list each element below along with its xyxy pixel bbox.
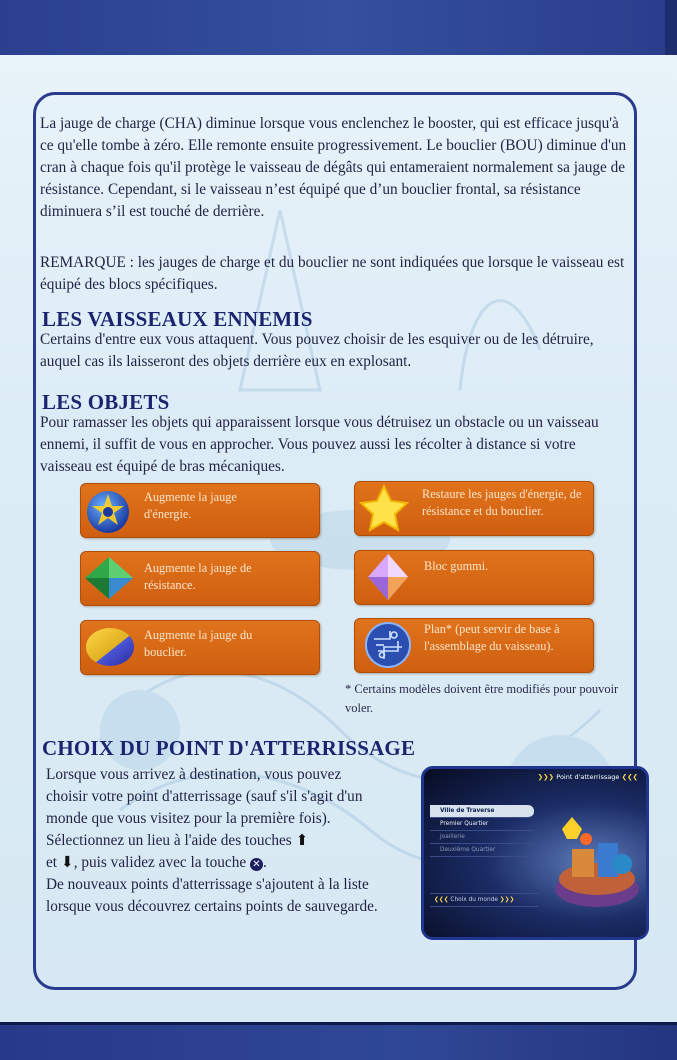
landing-text-a: Lorsque vous arrivez à destination, vous pouvez choisir votre point d'atterrissage (sauf s'il s'agit d'un monde que vous visitez pour la première fois). Sélectionnez un lieu à l'aide des touches xyxy=(46,766,363,849)
objects-paragraph: Pour ramasser les objets qui apparaissent lorsque vous détruisez un obstacle ou un vaisseau ennemi, il suffit de vous en approcher. Vous pouvez aussi les récolter à distance si votre vaisseau est équipé de bras mécaniques. xyxy=(40,414,599,475)
landing-text-b: , puis validez avec la touche xyxy=(73,854,247,871)
enemies-heading: LES VAISSEAUX ENNEMIS xyxy=(42,307,313,331)
blueprint-icon xyxy=(364,621,412,669)
menu-item[interactable]: Joaillerie xyxy=(430,831,534,844)
intro-paragraph-1: La jauge de charge (CHA) diminue lorsque vous enclenchez le booster, qui est efficace jusqu'à ce qu'elle tombe à zéro. Elle remonte ensuite progressivement. Le bouclier (BOU) diminue d'un cran à chaque fois qu'il protège le vaisseau de dégâts qui entameraient normalement sa jauge de résistance. Cependant, si le vaisseau n’est équipé que d’un bouclier frontal, sa résistance diminuera s’il est touché de derrière. xyxy=(40,115,627,220)
landing-menu xyxy=(430,805,534,857)
screenshot-title xyxy=(538,773,638,781)
menu-item[interactable]: Premier Quartier xyxy=(430,818,534,831)
landing-heading: CHOIX DU POINT D'ATTERRISSAGE xyxy=(42,736,416,760)
back-arrows-right-icon: ❯❯❯ xyxy=(499,897,515,903)
landing-text-d: De nouveaux points d'atterrissage s'ajoutent à la liste lorsque vous découvrez certains points de sauvegarde. xyxy=(46,876,378,915)
bottom-banner-line xyxy=(0,1022,677,1025)
footnote: * Certains modèles doivent être modifiés pour pouvoir voler. xyxy=(345,682,619,715)
item-label-restore: Restaure les jauges d'énergie, de résistance et du bouclier. xyxy=(422,487,582,518)
bottom-banner xyxy=(0,1022,677,1060)
item-label-energy: Augmente la jauge d'énergie. xyxy=(144,490,237,521)
item-label-blueprint: Plan* (peut servir de base à l'assemblage du vaisseau). xyxy=(424,622,560,653)
landing-text-c: . xyxy=(262,854,267,871)
top-banner xyxy=(0,0,677,55)
down-arrow-icon: ⬇ xyxy=(60,854,74,871)
item-label-resistance: Augmente la jauge de résistance. xyxy=(144,561,252,592)
item-label-shield: Augmente la jauge du bouclier. xyxy=(144,628,253,659)
title-arrows-right-icon: ❮❮❮ xyxy=(621,773,638,781)
item-label-gummi: Bloc gummi. xyxy=(424,559,489,573)
world-select-item[interactable] xyxy=(430,893,538,907)
green-gem-icon xyxy=(83,555,135,601)
menu-header-item[interactable]: Ville de Traverse xyxy=(430,805,534,818)
world-island-icon xyxy=(542,809,642,919)
world-select-label: Choix du monde xyxy=(450,897,498,903)
energy-orb-icon xyxy=(84,488,132,536)
title-arrows-left-icon: ❯❯❯ xyxy=(537,773,554,781)
game-screenshot xyxy=(421,766,649,940)
star-icon xyxy=(358,483,410,535)
shield-orb-icon xyxy=(84,625,136,669)
menu-item[interactable]: Deuxième Quartier xyxy=(430,844,534,857)
screenshot-title-text: Point d'atterrissage xyxy=(556,773,620,781)
objects-heading: LES OBJETS xyxy=(42,390,170,414)
up-arrow-icon: ⬆ xyxy=(295,832,309,849)
top-banner-edge xyxy=(665,0,677,55)
enemies-paragraph: Certains d'entre eux vous attaquent. Vous pouvez choisir de les esquiver ou de les détruire, auquel cas ils laisseront des objets derrière eux en explosant. xyxy=(40,331,594,370)
landing-paragraph xyxy=(46,764,386,918)
x-button-icon: ✕ xyxy=(250,858,263,871)
back-arrows-left-icon: ❮❮❮ xyxy=(434,897,449,903)
intro-paragraph-2: REMARQUE : les jauges de charge et du bouclier ne sont indiquées que lorsque le vaisseau est équipé des blocs spécifiques. xyxy=(40,254,625,293)
gummi-block-icon xyxy=(366,552,410,602)
landing-text-and: et xyxy=(46,854,58,871)
